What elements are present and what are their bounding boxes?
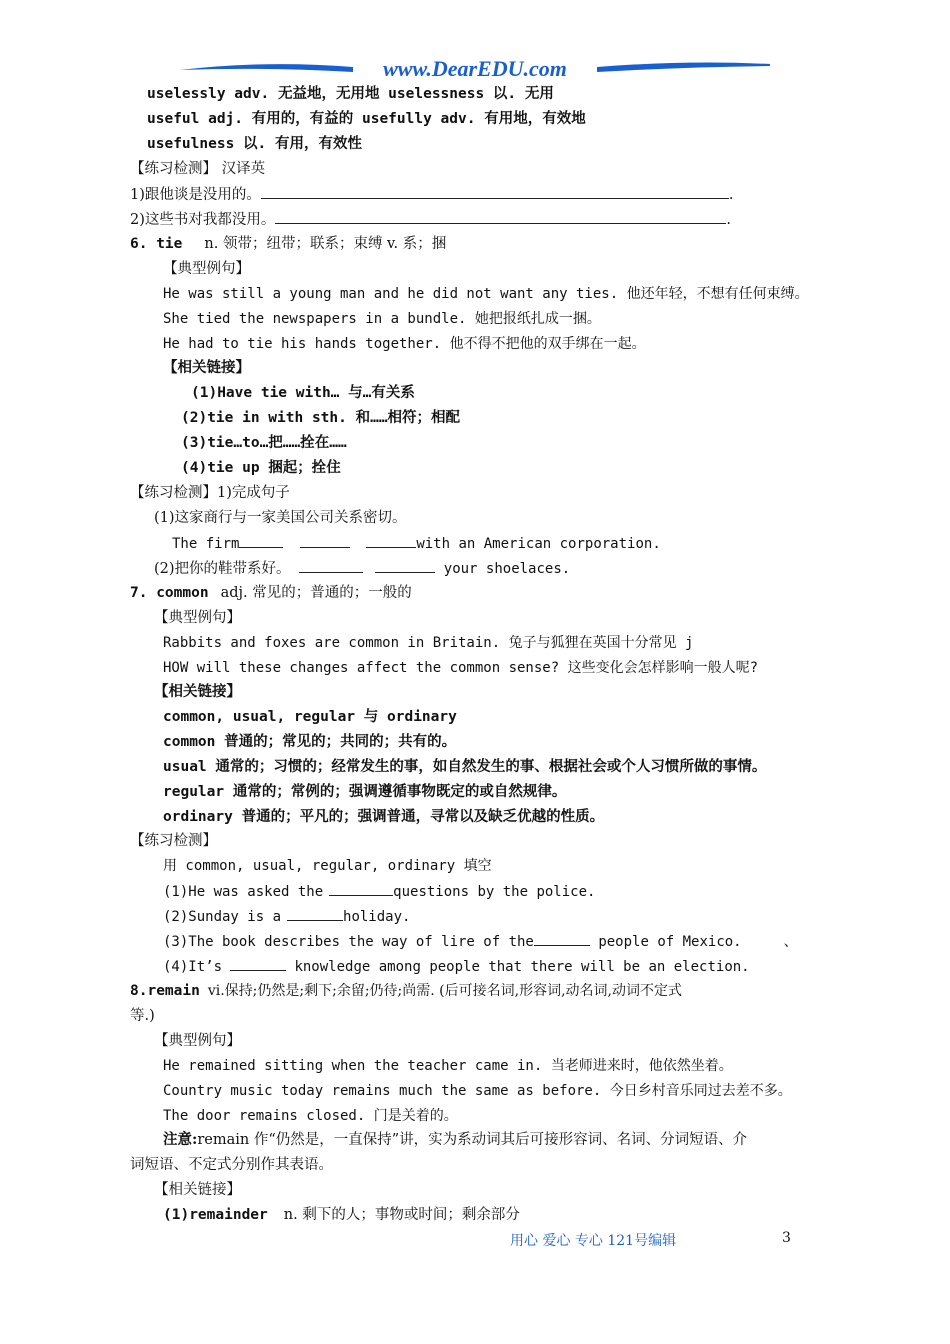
section-heading: 【相关链接】 bbox=[163, 359, 250, 376]
exercise-text: 2)这些书对我都没用。 bbox=[130, 212, 276, 228]
entry-heading bbox=[130, 234, 446, 254]
example-line: He had to tie his hands together. 他不得不把他的双手绑在一起。 bbox=[163, 336, 646, 352]
link-definition: n. 剩下的人；事物或时间；剩余部分 bbox=[283, 1207, 520, 1223]
exercise-line: (1)这家商行与一家美国公司关系密切。 bbox=[154, 510, 407, 526]
note-line: 词短语、不定式分别作其表语。 bbox=[130, 1157, 333, 1173]
stray-mark: 、 bbox=[783, 934, 798, 950]
entry-definition: vi.保持;仍然是;剩下;余留;仍待;尚需. (后可接名词,形容词,动名词,动词不定式 bbox=[207, 983, 682, 999]
exercise-line: 1)跟他谈是没用的。 . bbox=[130, 184, 734, 205]
exercise-instruction: 用 common, usual, regular, ordinary 填空 bbox=[163, 858, 492, 874]
answer-blank bbox=[299, 558, 363, 573]
entry-definition: adj. 常见的；普通的；一般的 bbox=[220, 585, 412, 601]
example-line: Country music today remains much the same as before. 今日乡村音乐同过去差不多。 bbox=[163, 1083, 792, 1099]
link-line: common 普通的；常见的；共同的；共有的。 bbox=[163, 734, 457, 750]
link-line: (2)tie in with sth. 和……相符；相配 bbox=[181, 410, 461, 426]
answer-blank bbox=[239, 533, 283, 548]
example-line: He was still a young man and he did not want any ties. 他还年轻，不想有任何束缚。 bbox=[163, 286, 809, 302]
link-line: (1)Have tie with… 与…有关系 bbox=[191, 385, 415, 401]
entry-word: 6. tie bbox=[130, 236, 183, 252]
header-logo bbox=[175, 52, 775, 86]
answer-blank bbox=[261, 184, 729, 199]
text-line: useful adj. 有用的，有益的 usefully adv. 有用地，有效地 bbox=[147, 111, 586, 127]
exercise-text: (4)It’s bbox=[163, 959, 223, 975]
link-line: common, usual, regular 与 ordinary bbox=[163, 709, 457, 725]
link-line: usual 通常的；习惯的；经常发生的事，如自然发生的事、根据社会或个人习惯所做的事情。 bbox=[163, 759, 767, 775]
section-heading: 【练习检测】1)完成句子 bbox=[130, 485, 290, 501]
exercise-line bbox=[172, 533, 661, 554]
example-line: The door remains closed. 门是关着的。 bbox=[163, 1108, 458, 1124]
exercise-line: 2)这些书对我都没用。 . bbox=[130, 209, 731, 230]
answer-blank bbox=[300, 533, 350, 548]
example-line: HOW will these changes affect the common sense? 这些变化会怎样影响一般人呢? bbox=[163, 660, 759, 676]
answer-blank bbox=[329, 881, 393, 896]
section-heading: 【典型例句】 bbox=[154, 610, 241, 626]
footer-text: 用心 爱心 专心 121号编辑 bbox=[510, 1233, 677, 1249]
entry-definition: n. 领带；纽带；联系；束缚 v. 系；捆 bbox=[204, 236, 447, 252]
answer-blank bbox=[366, 533, 416, 548]
example-line: Rabbits and foxes are common in Britain. 兔子与狐狸在英国十分常见 j bbox=[163, 635, 694, 651]
exercise-text: The firm bbox=[172, 536, 240, 552]
exercise-line bbox=[163, 906, 410, 927]
text-line: uselessly adv. 无益地，无用地 uselessness 以. 无用 bbox=[147, 86, 554, 102]
link-line: (4)tie up 捆起；拴住 bbox=[181, 460, 341, 476]
exercise-text: knowledge among people that there will be an election. bbox=[294, 959, 750, 975]
note-label: 注意: bbox=[163, 1131, 198, 1148]
note-line bbox=[163, 1130, 747, 1150]
entry-heading bbox=[130, 981, 682, 1001]
answer-blank bbox=[534, 931, 590, 946]
exercise-text: questions by the police. bbox=[393, 884, 596, 900]
entry-heading bbox=[130, 583, 412, 603]
text-line: 等.) bbox=[130, 1008, 155, 1024]
answer-blank bbox=[287, 906, 343, 921]
entry-word: 8.remain bbox=[130, 983, 200, 999]
exercise-line bbox=[163, 931, 798, 952]
text-line: usefulness 以. 有用，有效性 bbox=[147, 136, 362, 152]
exercise-text: holiday. bbox=[343, 909, 411, 925]
header-site-text: www.DearEDU.com bbox=[383, 56, 567, 81]
answer-blank bbox=[230, 956, 286, 971]
link-line: regular 通常的；常例的；强调遵循事物既定的或自然规律。 bbox=[163, 784, 567, 800]
section-heading: 【典型例句】 bbox=[154, 1033, 241, 1049]
section-heading: 【练习检测】 bbox=[130, 833, 217, 849]
answer-blank bbox=[275, 209, 726, 224]
page-number: 3 bbox=[782, 1230, 791, 1246]
link-line: ordinary 普通的；平凡的；强调普通，寻常以及缺乏优越的性质。 bbox=[163, 809, 605, 825]
exercise-text: your shoelaces. bbox=[443, 561, 571, 577]
exercise-line bbox=[154, 558, 570, 579]
exercise-text: (3)The book describes the way of lire of the bbox=[163, 934, 534, 950]
section-heading: 【相关链接】 bbox=[154, 683, 241, 700]
exercise-text: with an American corporation. bbox=[416, 536, 661, 552]
exercise-line bbox=[163, 956, 750, 977]
exercise-text: people of Mexico. bbox=[598, 934, 742, 950]
exercise-text: (2)把你的鞋带系好。 bbox=[154, 561, 291, 577]
exercise-text: 1)跟他谈是没用的。 bbox=[130, 187, 261, 203]
link-word: (1)remainder bbox=[163, 1207, 268, 1223]
exercise-line bbox=[163, 881, 595, 902]
link-line: (3)tie…to…把……拴在…… bbox=[181, 435, 347, 451]
link-line bbox=[163, 1205, 520, 1225]
example-line: He remained sitting when the teacher came in. 当老师进来时，他依然坐着。 bbox=[163, 1058, 733, 1074]
exercise-text: (1)He was asked the bbox=[163, 884, 324, 900]
answer-blank bbox=[375, 558, 435, 573]
example-line: She tied the newspapers in a bundle. 她把报纸扎成一捆。 bbox=[163, 311, 601, 327]
exercise-text: (2)Sunday is a bbox=[163, 909, 282, 925]
entry-word: 7. common bbox=[130, 585, 209, 601]
section-heading: 【相关链接】 bbox=[154, 1182, 241, 1198]
note-text: remain 作“仍然是，一直保持”讲，实为系动词其后可接形容词、名词、分词短语、介 bbox=[197, 1132, 748, 1148]
section-heading: 【练习检测】 汉译英 bbox=[130, 161, 266, 177]
section-heading: 【典型例句】 bbox=[163, 261, 250, 277]
